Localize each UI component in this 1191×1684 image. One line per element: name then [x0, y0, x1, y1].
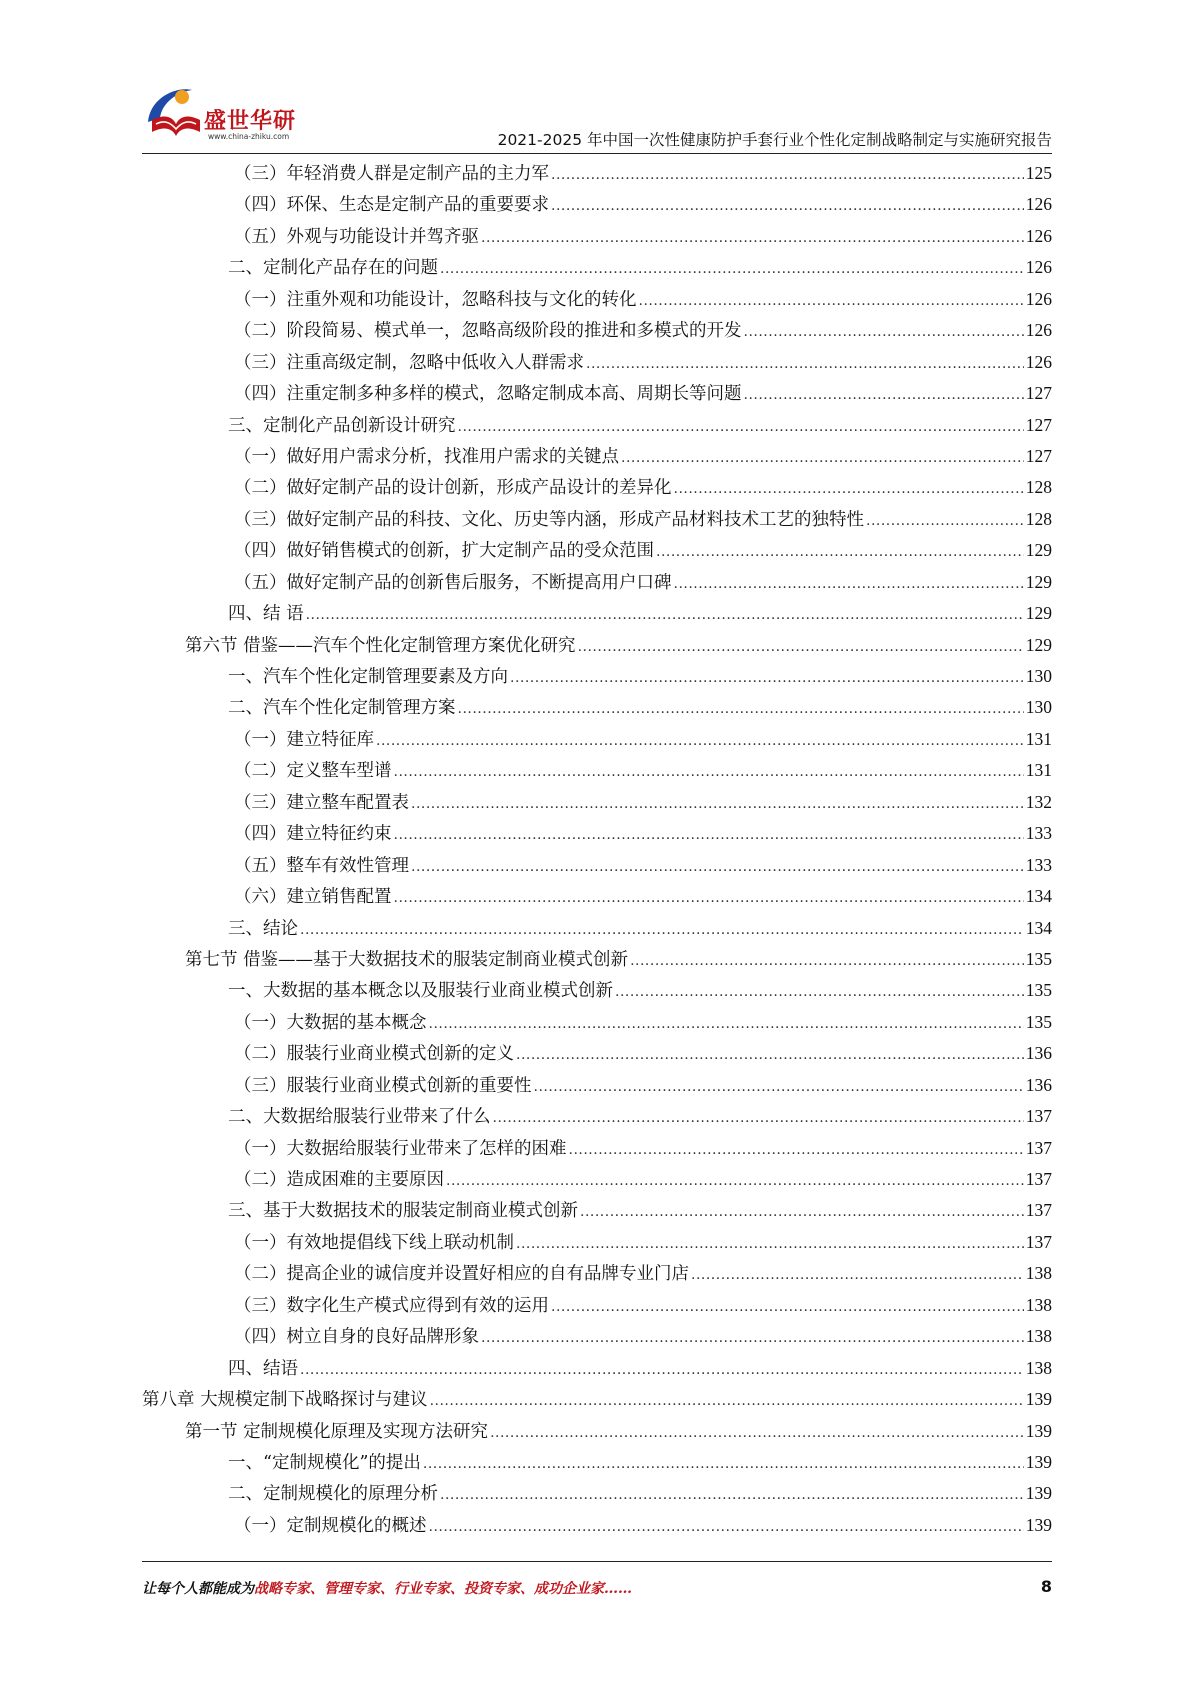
page-footer	[142, 1578, 1052, 1602]
toc-entry[interactable]	[142, 850, 1052, 881]
toc-entry-title: （三）建立整车配置表	[234, 792, 409, 813]
toc-entry-page: 129	[1025, 540, 1052, 561]
toc-entry-page: 127	[1025, 445, 1052, 466]
toc-entry-title: （三）做好定制产品的科技、文化、历史等内涵，形成产品材料技术工艺的独特性	[234, 509, 864, 530]
toc-dot-leader	[300, 914, 1024, 946]
toc-dot-leader	[621, 442, 1024, 474]
toc-dot-leader	[458, 411, 1024, 443]
toc-entry-title: 第六节 借鉴——汽车个性化定制管理方案优化研究	[185, 635, 576, 656]
toc-entry-page: 132	[1025, 791, 1052, 812]
toc-dot-leader	[376, 725, 1024, 757]
toc-entry[interactable]	[142, 975, 1052, 1006]
toc-entry[interactable]	[142, 1258, 1052, 1289]
toc-entry[interactable]	[142, 661, 1052, 692]
toc-dot-leader	[446, 1165, 1024, 1197]
toc-dot-leader	[440, 1479, 1024, 1511]
toc-entry-title: （三）数字化生产模式应得到有效的运用	[234, 1295, 549, 1316]
report-title: 2021-2025 年中国一次性健康防护手套行业个性化定制战略制定与实施研究报告	[497, 131, 1052, 149]
toc-entry-title: （二）提高企业的诚信度并设置好相应的自有品牌专业门店	[234, 1264, 689, 1285]
toc-entry-page: 126	[1025, 194, 1052, 215]
toc-dot-leader	[615, 976, 1024, 1008]
page-header	[142, 84, 1052, 154]
footer-slogan-highlight: 战略专家、管理专家、行业专家、投资专家、成功企业家……	[254, 1581, 632, 1597]
toc-entry-page: 127	[1025, 383, 1052, 404]
toc-entry-title: 二、定制化产品存在的问题	[228, 258, 438, 279]
toc-entry[interactable]	[142, 189, 1052, 220]
toc-entry[interactable]	[142, 1290, 1052, 1321]
toc-entry[interactable]	[142, 441, 1052, 472]
toc-dot-leader	[551, 159, 1024, 191]
toc-entry-title: （一）注重外观和功能设计，忽略科技与文化的转化	[234, 289, 637, 310]
toc-entry-page: 138	[1025, 1326, 1052, 1347]
toc-entry-title: 二、大数据给服装行业带来了什么	[228, 1107, 491, 1128]
toc-entry-page: 139	[1025, 1514, 1052, 1535]
toc-dot-leader	[674, 473, 1024, 505]
toc-entry[interactable]	[142, 881, 1052, 912]
toc-entry-page: 135	[1025, 980, 1052, 1001]
toc-dot-leader	[551, 190, 1024, 222]
toc-entry[interactable]	[142, 347, 1052, 378]
toc-dot-leader	[744, 379, 1024, 411]
toc-entry-page: 137	[1025, 1169, 1052, 1189]
toc-entry[interactable]	[142, 630, 1052, 661]
toc-entry[interactable]	[142, 158, 1052, 189]
toc-entry-page: 126	[1025, 288, 1052, 309]
toc-entry[interactable]	[142, 535, 1052, 566]
toc-entry-page: 127	[1025, 414, 1052, 435]
toc-entry[interactable]	[142, 284, 1052, 315]
toc-entry-title: （一）有效地提倡线下线上联动机制	[234, 1232, 514, 1253]
logo-url: www.china-zhiku.com	[208, 132, 290, 141]
toc-entry[interactable]	[142, 944, 1052, 975]
toc-entry-page: 133	[1025, 823, 1052, 844]
toc-entry[interactable]	[142, 724, 1052, 755]
toc-dot-leader	[411, 788, 1024, 820]
toc-dot-leader	[306, 599, 1024, 631]
toc-dot-leader	[429, 1008, 1024, 1040]
toc-entry[interactable]	[142, 1510, 1052, 1541]
toc-entry-page: 137	[1025, 1200, 1052, 1221]
toc-entry-page: 126	[1025, 225, 1052, 246]
logo-book-icon	[142, 84, 206, 144]
toc-entry-title: （二）阶段简易、模式单一，忽略高级阶段的推进和多模式的开发	[234, 321, 742, 342]
toc-entry-title: 一、“定制规模化”的提出	[228, 1452, 421, 1473]
toc-entry-title: 四、结 语	[228, 604, 304, 625]
toc-dot-leader	[423, 1448, 1024, 1480]
toc-entry[interactable]	[142, 692, 1052, 723]
toc-dot-leader	[394, 882, 1024, 914]
toc-entry[interactable]	[142, 1101, 1052, 1132]
toc-dot-leader	[430, 1385, 1024, 1417]
toc-entry-title: （二）定义整车型谱	[234, 761, 392, 782]
toc-dot-leader	[516, 1228, 1024, 1260]
toc-entry[interactable]	[142, 1038, 1052, 1069]
toc-entry-title: （一）大数据的基本概念	[234, 1012, 427, 1033]
toc-entry[interactable]	[142, 755, 1052, 786]
toc-dot-leader	[691, 1259, 1024, 1291]
toc-entry[interactable]	[142, 221, 1052, 252]
toc-dot-leader	[630, 945, 1024, 977]
toc-entry-page: 138	[1025, 1263, 1052, 1284]
toc-entry-page: 139	[1025, 1451, 1052, 1472]
toc-entry-page: 126	[1025, 257, 1052, 278]
toc-entry[interactable]	[142, 787, 1052, 818]
toc-entry[interactable]	[142, 378, 1052, 409]
toc-entry-page: 130	[1025, 697, 1052, 718]
header-divider	[142, 153, 1052, 154]
toc-entry[interactable]	[142, 1384, 1052, 1415]
toc-entry[interactable]	[142, 410, 1052, 441]
toc-entry-page: 134	[1025, 886, 1052, 907]
toc-entry-title: （三）服装行业商业模式创新的重要性	[234, 1075, 532, 1096]
toc-entry-title: 三、基于大数据技术的服装定制商业模式创新	[228, 1201, 578, 1222]
toc-entry[interactable]	[142, 1353, 1052, 1384]
toc-entry-title: （一）大数据给服装行业带来了怎样的困难	[234, 1138, 567, 1159]
footer-slogan-prefix: 让每个人都能成为	[142, 1581, 254, 1597]
toc-dot-leader	[534, 1071, 1024, 1103]
toc-entry-page: 136	[1025, 1074, 1052, 1095]
toc-entry-title: （四）注重定制多种多样的模式，忽略定制成本高、周期长等问题	[234, 384, 742, 405]
toc-entry-title: （五）做好定制产品的创新售后服务，不断提高用户口碑	[234, 572, 672, 593]
toc-entry[interactable]	[142, 315, 1052, 346]
toc-dot-leader	[429, 1511, 1024, 1543]
toc-entry-title: （六）建立销售配置	[234, 887, 392, 908]
toc-entry[interactable]	[142, 1478, 1052, 1509]
toc-entry-page: 139	[1025, 1420, 1052, 1441]
toc-entry-title: （四）环保、生态是定制产品的重要要求	[234, 195, 549, 216]
table-of-contents	[142, 158, 1052, 1541]
toc-dot-leader	[516, 1039, 1024, 1071]
toc-entry[interactable]	[142, 252, 1052, 283]
toc-entry-page: 126	[1025, 351, 1052, 372]
toc-entry[interactable]	[142, 1195, 1052, 1226]
toc-entry-title: 四、结语	[228, 1358, 298, 1379]
toc-dot-leader	[744, 316, 1024, 348]
toc-entry-page: 129	[1025, 603, 1052, 624]
toc-entry[interactable]	[142, 1416, 1052, 1447]
toc-entry-title: （五）整车有效性管理	[234, 855, 409, 876]
toc-entry-page: 135	[1025, 1011, 1052, 1032]
toc-dot-leader	[458, 693, 1024, 725]
toc-entry-page: 136	[1025, 1043, 1052, 1064]
toc-entry[interactable]	[142, 1164, 1052, 1195]
toc-entry-title: （四）做好销售模式的创新，扩大定制产品的受众范围	[234, 541, 654, 562]
toc-entry[interactable]	[142, 1070, 1052, 1101]
toc-dot-leader	[578, 631, 1024, 663]
toc-entry[interactable]	[142, 504, 1052, 535]
toc-entry-page: 128	[1025, 477, 1052, 498]
toc-entry-title: （三）年轻消费人群是定制产品的主力军	[234, 164, 549, 184]
toc-entry-page: 138	[1025, 1294, 1052, 1315]
toc-entry-page: 131	[1025, 760, 1052, 781]
toc-entry-page: 131	[1025, 728, 1052, 749]
toc-dot-leader	[866, 505, 1024, 537]
toc-entry-page: 130	[1025, 666, 1052, 686]
toc-entry-page: 135	[1025, 948, 1052, 969]
toc-entry-page: 126	[1025, 320, 1052, 341]
toc-dot-leader	[510, 662, 1024, 694]
toc-dot-leader	[493, 1102, 1024, 1134]
toc-entry[interactable]	[142, 818, 1052, 849]
toc-dot-leader	[569, 1134, 1024, 1166]
toc-dot-leader	[586, 348, 1024, 380]
toc-entry-title: 第八章 大规模定制下战略探讨与建议	[142, 1390, 428, 1411]
toc-dot-leader	[481, 1322, 1024, 1354]
logo-text: 盛世华研	[204, 109, 297, 134]
toc-entry-title: （四）树立自身的良好品牌形象	[234, 1327, 479, 1348]
toc-dot-leader	[656, 536, 1024, 568]
toc-entry-page: 138	[1025, 1357, 1052, 1378]
toc-entry[interactable]	[142, 1227, 1052, 1258]
toc-entry-title: 第七节 借鉴——基于大数据技术的服装定制商业模式创新	[185, 949, 629, 970]
toc-entry-title: （五）外观与功能设计并驾齐驱	[234, 226, 479, 247]
company-logo	[142, 84, 312, 144]
toc-entry-page: 137	[1025, 1137, 1052, 1158]
toc-entry[interactable]	[142, 1007, 1052, 1038]
toc-entry[interactable]	[142, 913, 1052, 944]
toc-entry-page: 134	[1025, 917, 1052, 938]
toc-entry-title: 第一节 定制规模化原理及实现方法研究	[185, 1421, 489, 1442]
toc-entry-page: 128	[1025, 508, 1052, 529]
toc-entry-title: （二）造成困难的主要原因	[234, 1170, 444, 1190]
toc-entry-title: 一、大数据的基本概念以及服装行业商业模式创新	[228, 981, 613, 1002]
toc-dot-leader	[481, 222, 1024, 254]
toc-dot-leader	[411, 851, 1024, 883]
toc-entry-title: （二）做好定制产品的设计创新，形成产品设计的差异化	[234, 478, 672, 499]
toc-entry-title: （一）建立特征库	[234, 729, 374, 750]
toc-entry-title: 二、定制规模化的原理分析	[228, 1484, 438, 1505]
toc-dot-leader	[639, 285, 1024, 317]
toc-entry-title: （三）注重高级定制，忽略中低收入人群需求	[234, 352, 584, 373]
page-number: 8	[1040, 1577, 1052, 1596]
toc-entry-title: 三、结论	[228, 918, 298, 939]
toc-entry-title: （二）服装行业商业模式创新的定义	[234, 1044, 514, 1065]
toc-entry-page: 137	[1025, 1231, 1052, 1252]
toc-dot-leader	[394, 819, 1024, 851]
toc-entry-title: 一、汽车个性化定制管理要素及方向	[228, 667, 508, 687]
toc-dot-leader	[440, 253, 1024, 285]
toc-dot-leader	[300, 1354, 1024, 1386]
toc-entry-page: 129	[1025, 634, 1052, 655]
toc-dot-leader	[394, 756, 1024, 788]
toc-entry-page: 139	[1025, 1483, 1052, 1504]
toc-entry-title: （一）定制规模化的概述	[234, 1515, 427, 1536]
toc-dot-leader	[580, 1196, 1024, 1228]
toc-entry-title: 三、定制化产品创新设计研究	[228, 415, 456, 436]
toc-entry-title: 二、汽车个性化定制管理方案	[228, 698, 456, 719]
toc-entry[interactable]	[142, 1321, 1052, 1352]
toc-dot-leader	[551, 1291, 1024, 1323]
toc-entry-title: （一）做好用户需求分析，找准用户需求的关键点	[234, 446, 619, 467]
toc-entry-title: （四）建立特征约束	[234, 824, 392, 845]
toc-entry[interactable]	[142, 1133, 1052, 1164]
toc-entry-page: 125	[1025, 163, 1052, 183]
toc-dot-leader	[490, 1417, 1024, 1449]
footer-divider	[142, 1561, 1052, 1562]
toc-entry-page: 139	[1025, 1389, 1052, 1410]
toc-entry-page: 133	[1025, 854, 1052, 875]
toc-entry-page: 137	[1025, 1106, 1052, 1127]
toc-dot-leader	[674, 568, 1024, 600]
toc-entry[interactable]	[142, 1447, 1052, 1478]
toc-entry-page: 129	[1025, 571, 1052, 592]
toc-entry[interactable]	[142, 567, 1052, 598]
toc-entry[interactable]	[142, 598, 1052, 629]
toc-entry[interactable]	[142, 472, 1052, 503]
